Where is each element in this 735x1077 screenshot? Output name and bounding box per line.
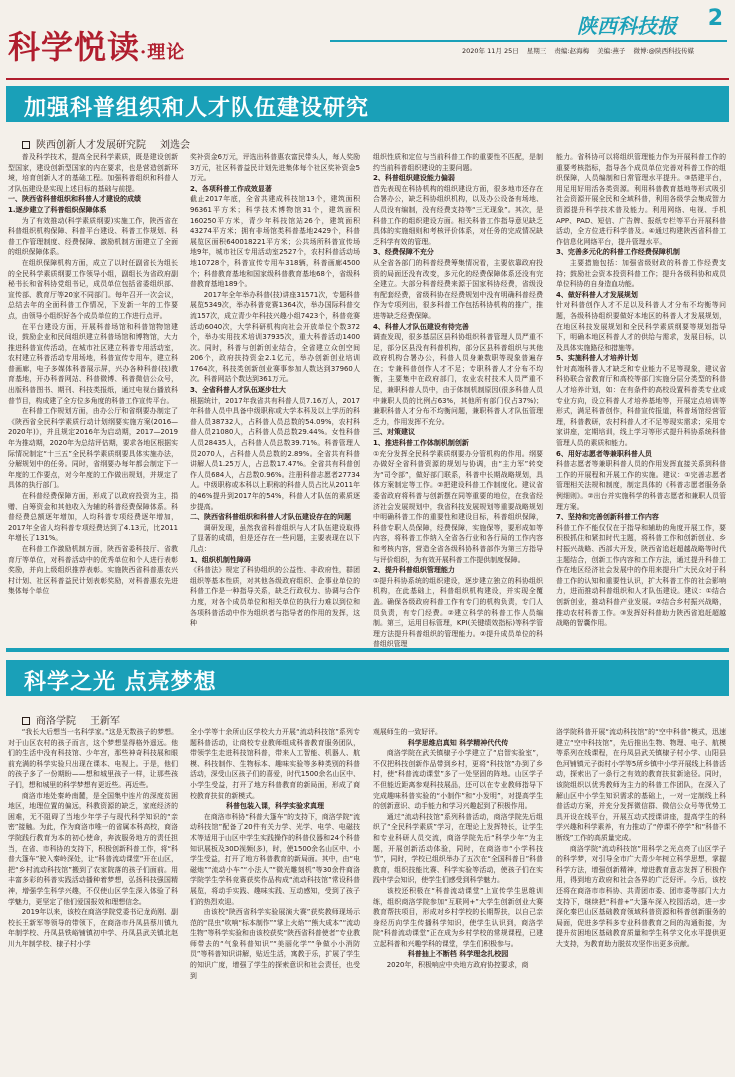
paragraph: 为了有效推动(科学素质纲要)实施工作，陕西省在科普组织机构保障、科普平台建设、科普工作规划、科普工作管理制度、经费保障、激励机制方面建立了全面的组织保障体系。 [8, 216, 178, 257]
page-header [0, 0, 735, 70]
paragraph: 商洛学院在武关镇棣子小学建立了“启智实验室”，不仅把科技创新作品带到乡村，更将“科技馆”办到了乡村，使“科普流动课堂”多了一处坚固的阵地。山区学子不但能近距离参观科技展品，还可以在专业教师指导下完成趣味科普实验的“小制作”和“小发明”，对提高学生的创新意识、动手能力和学习兴趣起到了积极作用。 [373, 749, 543, 811]
paragraph: 科普志愿者等兼职科普人员的作用发挥直接关系到科普工作的开展程和开展工作的实施。建议：①完善志愿者管理相关法规和制度，制定具体的《科普志愿者服务条例细则》。②出台并实施科学的科普志愿者和兼职人员管理方案。 [556, 460, 726, 511]
paragraph: 首先表现在科协机构的组织建设方面，很多地市还存在合署办公，缺乏科协组织机构，以及办公设备有场地、人员没有编制，没有经费支持等“三无现象”。其次，是科普工作的组织建设方面。相关科普工作指导意见缺乏具体的实施细则和考核评价体系，对任务的完成情况缺乏科学有效的管理。 [373, 184, 543, 246]
section-heading: 7、坚持和完善创新科普工作内容 [556, 513, 659, 522]
issue-date: 2020年 11月 25日 [462, 47, 519, 55]
paragraph: 该校还积极在“科普流动课堂”上宣传学生思维训练，组织商洛学院参加“互联网+”大学生创新创业大赛教育帮扶项目，形成对乡村学校的长期帮扶，以自己亲身经历向学生传播科学知识，使学生认识到，商洛学院“科普流动课堂”正在成为乡村学校的常规课程，已建立起科普和兴趣学科的课堂，学生们积极参与。 [373, 886, 543, 948]
article2-column-4 [556, 727, 726, 1073]
article2-banner [6, 660, 729, 696]
section-heading: 3、经费保障不充分 [373, 248, 434, 257]
paragraph: 商洛学院“流动科技馆”用科学之光点亮了山区学子的科学梦，对引导全市广大青少年树立科学思想，掌握科学方法，增强创新精神，增进教育意志发挥了积极作用，得到地方政府和社会各界的广泛好评。今后，该校还将在商洛市市科协、共青团市委、团市委等部门大力支持下，继续把“科普+”大篷车深入校园活动，进一步深化秦巴山区基础教育领域科普资源和科普创新服务的局面，促进多学科多专业科普教育之间的沟通衔接，为提升贫困地区基础教育质量和学生科学文化水平提供更大支持，为教育助力脱贫攻坚作出更多贡献。 [556, 844, 726, 948]
issue-weekday: 星期三 [526, 47, 547, 55]
wechat: 微博:@陕西科技传媒 [633, 47, 695, 55]
section-heading: 二、陕西省科普组织和科普人才队伍建设存在的问题 [190, 513, 351, 522]
editor: 责编:赵海梅 [554, 47, 590, 55]
section-heading: 三、对策建议 [373, 428, 415, 437]
square-icon [22, 717, 30, 725]
paragraph: 2020年，积极响应中央地方政府协控要求，商 [386, 961, 529, 970]
paragraph: 根据统计，2017年我省共有科普人员7.16万人，2017年科普人员中具备中级职称或大学本科及以上学历的科普人员38732人，占科普人员总数的54.09%，农村科普人员21080人，占科普人员总数29.44%。女性科普人员28435人，占科普人员总数39.71%。科普管理人员2070人，占科普人员总数的2.89%。全省共有科普讲解人员1.25万人，占总数17.47%。全省共有科普创作人员684人，占总数0.96%。注册科普志愿者27734人。中级职称或本科以上职称的科普人员占比从2011年的46%提升到2017年的54%，科普人才队伍的素质逐步提高。 [190, 396, 360, 511]
section-divider [6, 648, 729, 652]
article1-column-4 [556, 152, 726, 637]
paragraph: 通过“流动科技馆”系列科普活动，商洛学院先后组织了“全民科学素质”学习，在理论上发挥特长，让学生和专业科研人员交流，商洛学院先后“科学少年”为主题，开展创新活动体验，同时，在商洛市“小学科技节”，同时，学校已组织举办了五次在“全国科普日”科普教育，组织技能比赛、科学实验等活动，使孩子们在实践中学会知识，使学生们感受到科学魅力。 [373, 812, 543, 885]
article1-org: 陕西创新人才发展研究院 [36, 140, 146, 151]
article2-byline [22, 712, 120, 727]
paragraph: 在科普经费保障方面，形成了以政府投资为主，捐赠、自筹资金和其他收入为辅的科普经费保障体系。科普经费总额逐年增加，人均科普专项经费逐年增加，2017年全省人均科普专项经费达到了4.13元，比2011年增长了131%。 [8, 492, 178, 543]
paragraph: 2017年全年举办科普(技)讲座31571次，专题科普展览5349次，举办科普竞赛1364次，举办国际科普交流157次，成立青少年科技兴趣小组7423个，科普竞赛活动6040次，大学科研机构向社会开放单位个数372个，举办实用技术培训37935次，重大科普活动1400次。同时，科普与创新创业结合，全省建立众创空间206个，政府扶持资金2.1亿元，举办创新创业培训1764次，科技类创新创业赛事参加人数达到37960人次。科普网站个数达到361万元。 [190, 290, 360, 384]
article1-column-3 [373, 152, 543, 649]
section-heading: 科普抽上不断档 科学理念扎校园 [407, 950, 509, 959]
paragraph: 商洛市地处秦岭南麓，是全国集中连片的深度贫困地区，地理位置的偏远，科教资源的缺乏，家庭经济的困难，无不阻碍了当地少年学子与现代科学知识的“亲密”接触。为此，作为商洛市唯一的省属本科高校，商洛学院践行教育为本的初心使命，奔波服务地方的责任担当，在省、市科协的支持下，积极创新科普工作，将“科普大篷车”驶入秦岭深处，让“科普流动课堂”开在山区，把“乡村流动科技馆”搬到了农家院落的孩子们面前。用丰富多彩的科普实践活动播种着梦想，弘扬科技强国精神，增强学生科学兴趣，不仅使山区学生深入体验了科学魅力，更坚定了他们爱国报效和理想信念。 [8, 791, 178, 906]
paragraph: 观展师生的一致好评。 [373, 728, 442, 736]
issue-info [462, 46, 700, 55]
article1-banner [6, 86, 729, 122]
paragraph: ①提升科协系统的组织建设，逐步建立独立的科协组织机构，在此基础上，科普组织机构建设，并实现全覆盖。确保各级政府科普工作有专门的机构负责，专门人员负责，有专门经费。②建立科学的科普工作人员编制。第三，运用目标管理，KPI(关键绩效指标)等科学管理方法提升科普组织的管理能力。②提升成员单位的科普组织管理 [373, 576, 543, 649]
newspaper-name: 陕西科技报 [577, 14, 677, 38]
square-icon [22, 141, 30, 149]
top-divider [6, 78, 729, 80]
paragraph: 针对高端科普人才缺乏和专业能力不足等现象，建议省科协联合省教育厅和高校等部门实施分层分类型的科普人才培养计划，如：在有条件的高校设置科普类专业或专业方向，设立科普人才培养基地等，开展定点培训等形式，满足科普创作，科普宣传报道，科普场馆经营管理，科普教研，农村科普人才不足等现实需求；采用专家讲座，定期培训，线上学习等形式提升科协系统科普管理人员的素质和能力。 [556, 364, 726, 448]
paragraph: 从全省各部门的科普经费筹集情况看，主要依靠政府投资的局面还没有改变，多元化的经费保障体系还没有完全建立。大部分科普经费来源于国家科协经费，省级没有配套经费，省级科协在经费规划中没有明确科普经费作为专项列出，很多科普工作包括科协机构的推广，推进等缺乏经费保障。 [373, 258, 543, 320]
paragraph: 全小学等十余所山区学校大力开展“流动科技馆”系列专题科普活动，让商校专业教师组成科普教育服务团队，带领学生走进科技馆科普，带来人工智能、机器人、航模、科技制作、生物标本、趣味实验等多种类别的科普活动，深受山区孩子们的喜爱，时代1500余名山区中、小学生受益，打开了地方科普教育的新局面，形成了商校教育扶贫的新模式。 [190, 728, 360, 800]
section-heading: 1、推进科普工作体制机制创新 [373, 439, 469, 448]
section-heading: 1.逐步建立了科普组织保障体系 [8, 205, 107, 214]
section-subtitle: ·理论 [140, 42, 186, 63]
paragraph: 能力。省科协可以将组织管理能力作为开展科普工作的重要考核指标，指导各个成员单位完善对科普工作的组织保障，人员编制和日常管理水平提升。③搭建平台，用足用好用活各类资源。利用科普教育基地等形式吸引社会资源开展全民和全域科普，利用各级学会集成智力资源提升科学技术普及能力。利用网络、电视、手机APP、PAD、短信、广告牌、报纸专栏等平台开展科普活动，全方位进行科学普及。④通过构建陕西省科普工作信息化网络平台，提升管理水平。 [556, 153, 726, 246]
paragraph: 在商洛市科协“科普大篷车”的支持下，商洛学院“流动科技馆”配备了20件有关力学、光学、电学、电磁技术等适用于山区中学生实践操作的科普仪器和24个科普知识展板及30D视频(多)，时，使1500余名山区中、小学生受益，打开了地方科普教育的新局面。其中，由“电磁炮”“流动小车”“小法人”“微光雕刻机”等30余件商洛学院学生学科竞赛获奖作品构成“流动科技馆”常设科普展览，将动手实践、趣味实践、互动感知，受到了孩子们的热烈欢迎。 [190, 812, 360, 906]
paragraph: 调研发现，虽然我省科普组织与人才队伍建设取得了显著的成绩，但是还存在一些问题，主要表现在以下几点： [190, 523, 360, 553]
section-heading: 2、各项科普工作成效显著 [190, 184, 272, 193]
section-heading: 2、提升科普组织管理能力 [373, 566, 455, 575]
section-heading: 4、科普人才队伍建设有待完善 [373, 322, 469, 331]
article2-org: 商洛学院 [36, 716, 76, 727]
paragraph: 在科普工作激励机制方面，陕西省委科技厅、省教育厅等单位，对科普活动中的优秀单位和个人进行表彰奖励，并向上级组织推荐表彰。实施陕西省科普惠农兴村计划、社区科普益民计划表彰奖励，对科普惠农先进集体每个单位 [8, 544, 178, 596]
paragraph: 截止2017年底，全省共建成科技馆13个，建筑面积96361平方米；科学技术博物馆31个，建筑面积160250平方米，青少年科技馆站26个，建筑面积43274平方米；拥有非场馆类科普基地2429个，科普展览区面积640018221平方米；公共场所科普宣传场地9年，城市社区专用活动室2527个，农村科普活动场地10728个，科普宣传专用车318辆，科普画廊4500个；科普教育基地和国家级科普教育基地68个，省级科普教育基地189个。 [190, 195, 360, 289]
section-heading: 科普包装入课，科学实验求真理 [226, 802, 324, 811]
section-heading: 一、陕西省科普组织和科普人才建设的成绩 [8, 195, 141, 204]
paragraph: 科普工作不能仅仅在于指导和辅助的角度开展工作，要积极抓住和紧扣时代主题，将科普工作和创新创业、乡村振兴战略、西部大开发，陕西省追赶超越战略等时代主题结合，创新工作内容和工作方法，通过提升科普工作在地区经济社会发展中的作用来提升广大民众对于科普工作的认知和重要性认识，扩大科普工作的社会影响力，进而推动科普组织和人才队伍建设。建议：①结合创新创业，推动科普产业发展。②结合乡村振兴战略，推动农村科普工作。③发挥好科普助力陕西省追赶超越战略的智囊作用。 [556, 523, 726, 628]
section-heading: 6、用好志愿者等兼职科普人员 [556, 449, 652, 458]
paragraph: 组织性质和定位与当前科普工作的重要性不匹配，是制约当前科普组织建设的主要问题。 [373, 153, 543, 172]
paragraph: 在平台建设方面，开展科普场馆和科普馆物馆建设，鼓励企业和民间组织建立科普场馆和博物馆，大力推进科普宣传活动，在城市社区建立科普专用活动室，农村建立科普活动专用场地，科普宣传专用车，建立科普画廊，电子多媒体科普展示屏，兴办各种科普(技)教育基地，开办科普网站、科普微博、科普微信公众号，出版科普图书、期刊、科技类报纸，通过电视台播放科普节目，构成建了全方位多角度的科普工作宣传平台。 [8, 322, 178, 405]
article1-column-1 [8, 152, 178, 637]
section-heading: 5、实施科普人才培养计划 [556, 354, 638, 363]
section-heading: 1、组织机制性障碍 [190, 555, 251, 564]
paragraph: 奖补资金6万元，评选出科普惠农富民带头人，每人奖励3万元，社区科普益民计划先进集体每个社区奖补资金5万元。 [190, 153, 360, 183]
article1-title: 加强科普组织和人才队伍建设研究 [24, 95, 370, 121]
section-heading: 4、做好科普人才发展规划 [556, 290, 638, 299]
section-heading: 3、全省科普人才队伍逐步壮大 [190, 386, 286, 395]
paragraph: 主要措施包括：加强省级财政的科普工作经费支持；鼓励社会资本投资科普工作；提升各级科协和成员单位科协的自身造血功能。 [556, 258, 726, 289]
paragraph: ①充分发挥全民科学素质纲要办分管机构的作用。纲要办做好全省科普资源的规划与协调，由“主力军”转变为“司令部”，做好部门联系，科普中长期战略规划，具体方案制定等工作。②把建设科普工作制度化。建议省委省政府将科普与创新摆在同等重要的地位，在我省经济社会发展规划中，我省科技发展规划等重要战略规划中明确科普工作的重要性和建设目标，科普组织保障，科普专职人员保障，经费保障，实施保等，要形成如等内容，将科普工作纳入全省各行业和各行局的工作内容和考核内容，营造全省各级科协科普部作为第三方指导与评价组织，为有效开展科普工作提供制度保障。 [373, 449, 543, 564]
paragraph: 在科普工作规划方面，由办公厅和省纲要办制定了《陕西省全民科学素质行动计划纲要实施方案(2016—2020年)》，并且规定2016年为启动期，2017—2019年为推动期，2020年为总结评估期，要求各地区根据实际情况制定“十三五”全民科学素质纲要具体实施办法，分解规划中的任务。同时，省纲要办每年都会制定下一年度的工作要点，对今年度的工作做出规划，并规定了具体的执行部门。 [8, 407, 178, 490]
section-title: 科学悦读·理论 [8, 28, 186, 66]
article1-column-2 [190, 152, 360, 637]
paragraph: 调查发现，很多基层区县科协组织科普管理人员严重不足，部分区县没有科普机构，部分区县科普组织与其他政府机构合署办公，科普人员身兼数职等现象普遍存在；专兼科普创作人才不足；专职科普人才分布不均衡，主要集中在政府部门，农业农村技术人员严重不足，兼职科普人员中，由于体制机制原因(很多科普人员中兼职人员的比例占63%，其他所有部门仅占37%)；兼职科普人才分布不均衡问题，兼职科普人才队伍管理乏力，作用发挥不充分。 [373, 333, 543, 426]
article1-author: 刘选会 [160, 140, 190, 151]
page-number: 2 [707, 6, 723, 31]
paragraph: 《科普法》规定了科协组织的公益性、非政府性，群团组织等基本性质，对其他各级政府组织、企事业单位的科普工作是一种指导关系，缺乏行政权力、协调与合作力度，对各个成员单位和相关单位的执行力难以到位和各项科普活动中作为组织者与指导者的作用的发挥，这种 [190, 566, 360, 628]
paragraph: “我长大后想当一名科学家。”这是无数孩子的梦想。对于山区农村的孩子而言，这个梦想显得格外遥远。他们的生活中没有科技馆、少年宫，那些神奇科技展和眼前充满的科学实验只出现在课本、电视上。于是，他们的孩子多了一份期盼——想和城里孩子一样，让那些孩子们，想和城里的科学梦想有更近些。再近些。 [8, 728, 178, 789]
paragraph: 普及科学技术，提高全民科学素质，既是建设创新型国家，建设创新型国家的内在要求，也是营造创新环境，培育创新人才的基础工程。加强科普组织和科普人才队伍建设是实现上述目标的基础与前提。 [8, 153, 178, 193]
section-heading: 3、完善多元化的科普工作经费保障机制 [556, 248, 680, 257]
section-heading: 2、科普组织建设能力偏弱 [373, 174, 455, 183]
paragraph: 由该校“陕西省科学实验展演大赛”获奖教师现场示范的“昆虫”吹响“标本制作”“掌上火焰”“熊大成本”“流动生物”等科学实验和由该校获奖“陕西省科普使者”专业教师带去的“气象科普知识”“美丽化学”“争做小小消防员”等科普知识讲解，贴近生活，寓教于乐，扩展了学生的知识广度，增强了学生的探索意识和社会责任，也受到 [190, 908, 360, 980]
paragraph: 2019年以来，该校在商洛学院党委书记龙尚刚、副校长王新军等领导的带领下，在商洛市丹凤县蔡川镇九年制学校、丹凤县铁峪铺镇初中学、丹凤县武关镇北赵川九年制学校、棣子村小学 [8, 908, 178, 948]
article2-author: 王新军 [90, 716, 120, 727]
paragraph: 在组织保障机构方面，成立了以时任副省长为组长的全民科学素质纲要工作领导小组，副组长为省政府副秘书长和省科协党组书记，成员单位包括省委组织部、宣传部、教育厅等20家不同部门。每年召开一次会议，总结去年的全面科普工作情况，下发新一年的工作要点，由领导小组织好各个成员单位的工作进行点评。 [8, 258, 178, 320]
designer: 美编:燕子 [597, 47, 626, 55]
paragraph: 洛学院科普开展“流动科技馆”的“空中科普”模式，迅速建立“空中科技馆”，先后推出生物、物理、电子、航模等系列在线课程，在丹凤县武关镇棣子村小学、山阳县色河铺镇元子街村小学等5所乡镇中小学开展线上科普活动，探索出了一条行之有效的教育扶贫新途径。同时，该院组织以优秀教师为主力的科普工作团队，在深入了解山区中小学生知识需求的基础上，一对一定制线上科普活动方案，并充分发挥微信群、微信公众号等优势工具开设在线平台，开展互动式授课讲座，提高学生的科学兴趣和科学素养，有力推动了“停课不停学”和“科普不断线”工作的高质量完成。 [556, 728, 726, 842]
section-heading: 科学思维启真知 科学精神代代传 [407, 738, 509, 747]
article2-column-2 [190, 727, 360, 1073]
article2-title: 科学之光 点亮梦想 [24, 669, 217, 695]
article2-column-3 [373, 727, 543, 1073]
paragraph: 针对科普创作人才不足以及科普人才分布不均衡等问题，各级科协组织要做好本地区的科普人才发展规划，在地区科技发展规划和全民科学素质纲要等规划指导下，明确本地区科普人才的供给与需求，发展目标，以及具体实施路径和措施等。 [556, 301, 726, 352]
article2-column-1 [8, 727, 178, 1073]
article1-byline [22, 136, 190, 151]
header-rule [330, 40, 727, 42]
